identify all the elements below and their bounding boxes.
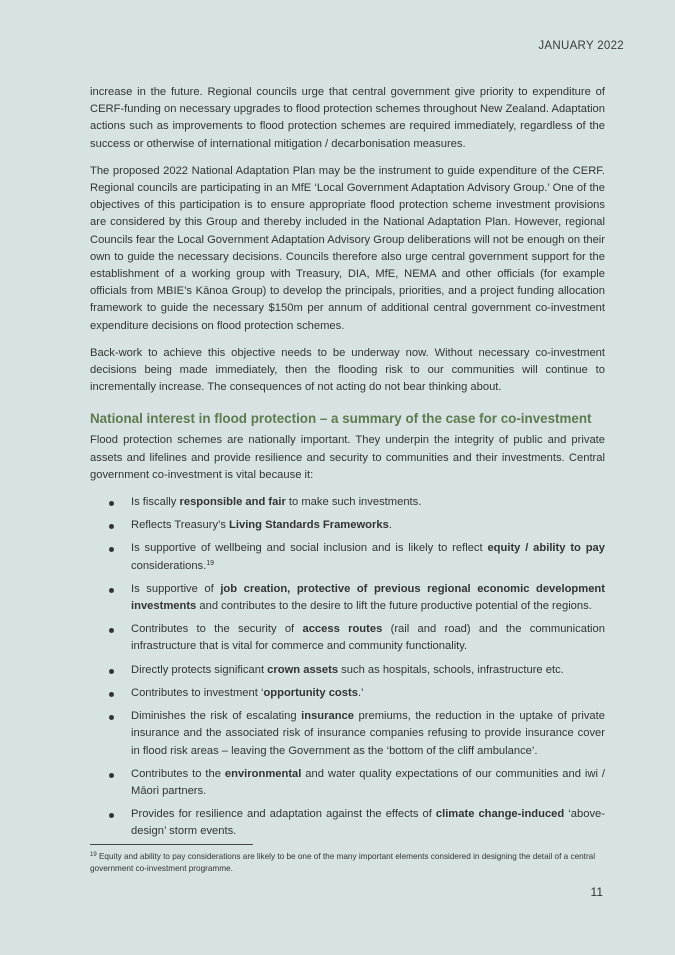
- bullet-text: considerations.: [131, 559, 207, 572]
- header-date: JANUARY 2022: [538, 40, 624, 52]
- bullet-item: [90, 517, 605, 534]
- bullet-icon: [109, 547, 114, 552]
- section-heading: National interest in flood protection – a summary of the case for co-investment: [90, 411, 592, 427]
- bullet-bold-text: Living Standards Frameworks: [229, 519, 389, 532]
- bullet-text: Is supportive of wellbeing and social inclusion and is likely to reflect: [131, 542, 488, 555]
- bullet-text: Contributes to the: [131, 767, 225, 780]
- bullet-item: [90, 685, 605, 702]
- paragraph: increase in the future. Regional councils urge that central government give priority to expenditure of CERF-funding on necessary upgrades to flood protection schemes throughout New Zealand. Adaptation actions such as improvements to flood protection schemes are required immediately, regardless of the success or otherwise of international mitigation / decarbonisation measures.: [90, 86, 605, 150]
- bullet-text: Contributes to the security of: [131, 623, 303, 636]
- bullet-text: ‘above-design’ storm events.: [131, 808, 605, 838]
- page-number: 11: [590, 885, 603, 899]
- bullet-list: [90, 494, 605, 840]
- bullet-text: and contributes to the desire to lift the future productive potential of the regions.: [196, 600, 592, 613]
- footnote-reference[interactable]: 19: [206, 559, 215, 567]
- bullet-text: Contributes to investment ‘: [131, 686, 264, 699]
- bullet-text: .’: [357, 686, 364, 699]
- bullet-icon: [109, 773, 114, 778]
- bullet-bold-text: crown assets: [267, 663, 339, 676]
- bullet-icon: [109, 813, 114, 818]
- bullet-text: Is supportive of: [131, 582, 221, 595]
- bullet-item: [90, 621, 605, 655]
- footnote-text: Equity and ability to pay considerations are likely to be one of the many important elements considered in designing the detail of a central government co-investment programme.: [90, 852, 596, 873]
- bullet-text: .: [388, 519, 392, 532]
- bullet-icon: [109, 628, 114, 633]
- bullet-bold-text: insurance: [301, 710, 354, 723]
- bullet-icon: [109, 524, 114, 529]
- page-body: [90, 84, 605, 847]
- bullet-icon: [109, 501, 114, 506]
- footnote-number: 19: [90, 852, 97, 858]
- bullet-icon: [109, 715, 114, 720]
- footnote: [90, 851, 605, 875]
- bullet-text: to make such investments.: [285, 496, 422, 509]
- bullet-item: [90, 540, 605, 574]
- paragraph: Flood protection schemes are nationally important. They underpin the integrity of public and private assets and lifelines and provide resilience and security to communities and their investments. Central government co-investment is vital because it:: [90, 434, 605, 481]
- bullet-text: and water quality expectations of our communities and iwi / Māori partners.: [131, 767, 605, 797]
- bullet-item: [90, 494, 605, 511]
- bullet-icon: [109, 692, 114, 697]
- bullet-text: (rail and road) and the communication infrastructure that is vital for commerce and community functionality.: [131, 623, 605, 653]
- bullet-item: [90, 766, 605, 800]
- bullet-text: Provides for resilience and adaptation against the effects of: [131, 808, 436, 821]
- bullet-text: Reflects Treasury’s: [131, 519, 230, 532]
- bullet-bold-text: access routes: [302, 623, 383, 636]
- bullet-item: [90, 806, 605, 840]
- bullet-text: premiums, the reduction in the uptake of private insurance and the associated risk of insurance companies refusing to provide insurance cover in flood risk areas – leaving the Government as the ‘bottom of the cliff ambulance’.: [131, 710, 605, 757]
- bullet-bold-text: environmental: [224, 767, 302, 780]
- bullet-bold-text: responsible and fair: [179, 496, 286, 509]
- bullet-bold-text: job creation, protective of previous regional economic development investments: [131, 582, 605, 613]
- bullet-icon: [109, 669, 114, 674]
- bullet-icon: [109, 588, 114, 593]
- bullet-item: [90, 581, 605, 615]
- bullet-text: Is fiscally: [131, 496, 180, 509]
- footnote-divider: [90, 844, 253, 845]
- bullet-bold-text: opportunity costs: [263, 686, 358, 699]
- bullet-bold-text: equity / ability to pay: [487, 542, 605, 555]
- bullet-text: Diminishes the risk of escalating: [131, 710, 302, 723]
- bullet-item: [90, 708, 605, 760]
- bullet-text: such as hospitals, schools, infrastructure etc.: [338, 663, 564, 676]
- bullet-bold-text: climate change-induced: [435, 808, 565, 821]
- paragraph: Back-work to achieve this objective needs to be underway now. Without necessary co-investment decisions being made immediately, then the flooding risk to our communities will continue to incrementally increase. The consequences of not acting do not bear thinking about.: [90, 346, 605, 394]
- paragraph: The proposed 2022 National Adaptation Plan may be the instrument to guide expenditure of the CERF. Regional councils are participating in an MfE ‘Local Government Adaptation Advisory Group.’ One of the objectives of this participation is to ensure appropriate flood protection scheme investment provisions are considered by this Group and thereby included in the National Adaptation Plan. However, regional Councils fear the Local Government Adaptation Advisory Group deliberations will not be enough on their own to guide the necessary decisions. Councils therefore also urge central government support for the establishment of a working group with Treasury, DIA, MfE, NEMA and other officials (for example officials from MBIE’s Kānoa Group) to develop the principals, priorities, and a project funding allocation framework to guide the necessary $150m per annum of additional central government co-investment expenditure decisions on flood protection schemes.: [90, 164, 605, 332]
- bullet-text: Directly protects significant: [131, 663, 268, 676]
- bullet-item: [90, 662, 605, 679]
